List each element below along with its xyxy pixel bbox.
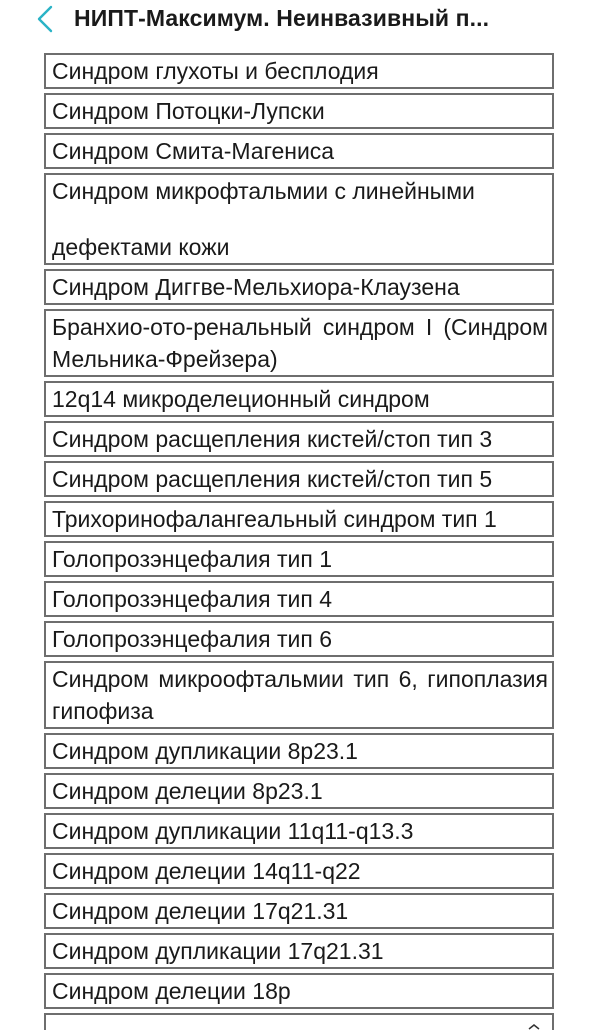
chevron-left-icon <box>36 5 54 33</box>
table-row: Синдром делеции 17q21.31 <box>44 893 554 929</box>
table-row: Синдром дупликации 8p23.1 <box>44 733 554 769</box>
table-row: Синдром дупликации 11q11-q13.3 <box>44 813 554 849</box>
nav-header <box>0 0 600 40</box>
table-row: Синдром микроофтальмии тип 6, гипоплазия гипофиза <box>44 661 554 729</box>
table-row: Голопрозэнцефалия тип 6 <box>44 621 554 657</box>
table-row: Синдром дупликации 17q21.31 <box>44 933 554 969</box>
back-button[interactable] <box>30 4 60 34</box>
table-row: Синдром Диггве-Мельхиора-Клаузена <box>44 269 554 305</box>
table-row: Голопрозэнцефалия тип 1 <box>44 541 554 577</box>
table-row <box>44 1013 554 1030</box>
table-row: Синдром делеции 14q11-q22 <box>44 853 554 889</box>
page-title: НИПТ-Максимум. Неинвазивный п... <box>74 5 490 31</box>
table-row: Бранхио-ото-ренальный синдром I (Синдром Мельника-Фрейзера) <box>44 309 554 377</box>
table-row: Синдром глухоты и бесплодия <box>44 53 554 89</box>
table-row: Синдром расщепления кистей/стоп тип 3 <box>44 421 554 457</box>
table-row: Синдром делеции 18p <box>44 973 554 1009</box>
table-row: Голопрозэнцефалия тип 4 <box>44 581 554 617</box>
scroll-indicator-icon <box>528 1024 540 1030</box>
table-row: Синдром расщепления кистей/стоп тип 5 <box>44 461 554 497</box>
table-row: Синдром Смита-Магениса <box>44 133 554 169</box>
table-row: Синдром делеции 8p23.1 <box>44 773 554 809</box>
table-row: Синдром микрофтальмии с линейными дефектами кожи <box>44 173 554 265</box>
syndrome-table <box>44 53 554 1030</box>
table-row: Трихоринофалангеальный синдром тип 1 <box>44 501 554 537</box>
table-row: Синдром Потоцки-Лупски <box>44 93 554 129</box>
table-row: 12q14 микроделеционный синдром <box>44 381 554 417</box>
